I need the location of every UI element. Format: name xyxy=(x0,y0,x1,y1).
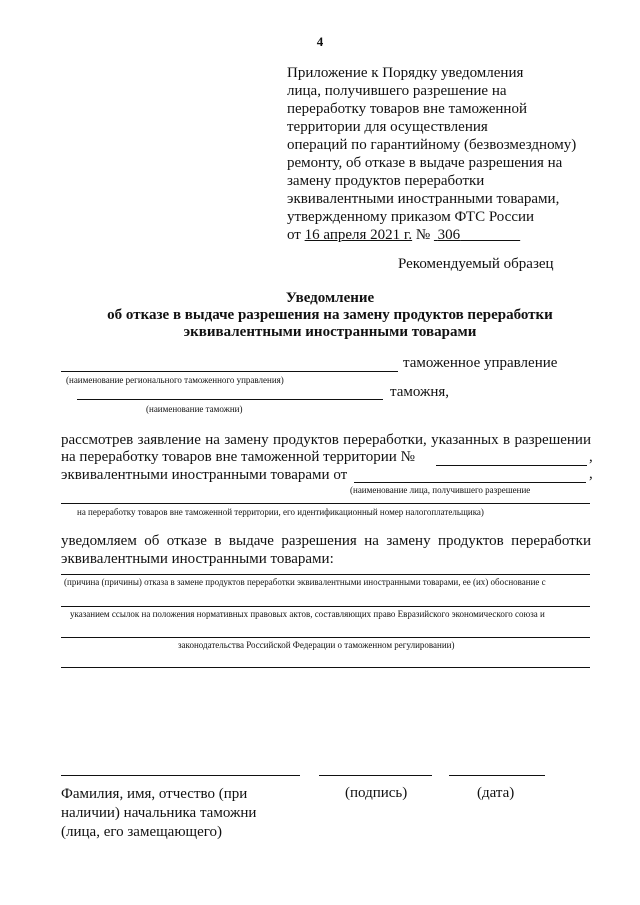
official-name-line: наличии) начальника таможни xyxy=(61,805,257,821)
body-line-3: эквивалентными иностранными товарами от xyxy=(61,467,348,483)
appendix-line: ремонту, об отказе в выдаче разрешения на xyxy=(287,155,563,171)
order-number-value: 306 xyxy=(437,227,461,243)
official-name-line: Фамилия, имя, отчество (при xyxy=(61,786,248,802)
notice-line-1: уведомляем об отказе в выдаче разрешения на замену продуктов переработки xyxy=(61,533,591,549)
order-number xyxy=(434,227,520,243)
refusal-reason-line-2[interactable] xyxy=(61,606,590,607)
appendix-line: переработку товаров вне таможенной xyxy=(287,101,527,117)
customs-administration-label: таможенное управление xyxy=(403,355,558,371)
permit-date-field-line[interactable] xyxy=(354,482,586,483)
date-label: (дата) xyxy=(477,785,515,801)
appendix-line: замену продуктов переработки xyxy=(287,173,485,189)
permit-number-field-line[interactable] xyxy=(436,465,587,466)
page-number: 4 xyxy=(316,34,324,49)
appendix-line: операций по гарантийному (безвозмездному) xyxy=(287,137,577,153)
refusal-reason-caption-2: указанием ссылок на положения нормативных правовых актов, составляющих право Евразийского экономического союза и xyxy=(70,609,545,619)
permit-holder-caption-continued: на переработку товаров вне таможенной территории, его идентификационный номер налогоплательщика) xyxy=(77,507,484,517)
body-line-1: рассмотрев заявление на замену продуктов переработки, указанных в разрешении xyxy=(61,432,591,448)
appendix-block xyxy=(287,64,607,244)
appendix-line: эквивалентными иностранными товарами, xyxy=(287,191,560,207)
title-line: Уведомление xyxy=(285,290,375,306)
refusal-reason-line-4[interactable] xyxy=(61,667,590,668)
permit-holder-field-line[interactable] xyxy=(61,503,590,504)
signature-label: (подпись) xyxy=(345,785,408,801)
title-line: эквивалентными иностранными товарами xyxy=(183,324,477,340)
permit-holder-caption: (наименование лица, получившего разрешение xyxy=(350,485,531,495)
body-line-2-comma: , xyxy=(589,449,593,465)
customs-label: таможня, xyxy=(390,384,450,400)
official-name-line: (лица, его замещающего) xyxy=(61,824,223,840)
order-reference xyxy=(287,226,607,244)
appendix-line: лица, получившего разрешение на xyxy=(287,83,507,99)
title-line: об отказе в выдаче разрешения на замену продуктов переработки xyxy=(107,307,553,323)
refusal-reason-caption-3: законодательства Российской Федерации о таможенном регулировании) xyxy=(178,640,455,650)
refusal-reason-line-3[interactable] xyxy=(61,637,590,638)
body-line-2: на переработку товаров вне таможенной территории № xyxy=(61,449,415,465)
order-prefix: от xyxy=(287,227,301,243)
regional-customs-field-line[interactable] xyxy=(61,371,398,372)
order-number-label: № xyxy=(415,227,431,243)
refusal-reason-line-1[interactable] xyxy=(61,574,590,575)
appendix-line: Приложение к Порядку уведомления xyxy=(287,65,524,81)
sample-label: Рекомендуемый образец xyxy=(398,256,554,272)
appendix-line: утвержденному приказом ФТС России xyxy=(287,209,535,225)
notice-line-2: эквивалентными иностранными товарами: xyxy=(61,551,334,567)
name-signature-line[interactable] xyxy=(61,775,300,776)
document-title xyxy=(40,290,620,341)
order-date: 16 апреля 2021 г. xyxy=(304,227,413,243)
refusal-reason-caption-1: (причина (причины) отказа в замене продуктов переработки эквивалентными иностранными товарами, ее (их) обоснование с xyxy=(64,577,546,587)
customs-field-line[interactable] xyxy=(77,399,383,400)
official-name-label xyxy=(61,785,256,842)
regional-customs-caption: (наименование регионального таможенного управления) xyxy=(66,375,284,385)
appendix-line: территории для осуществления xyxy=(287,119,488,135)
body-line-3-comma: , xyxy=(589,466,593,482)
signature-line[interactable] xyxy=(319,775,432,776)
date-line[interactable] xyxy=(449,775,545,776)
customs-caption: (наименование таможни) xyxy=(146,404,243,414)
